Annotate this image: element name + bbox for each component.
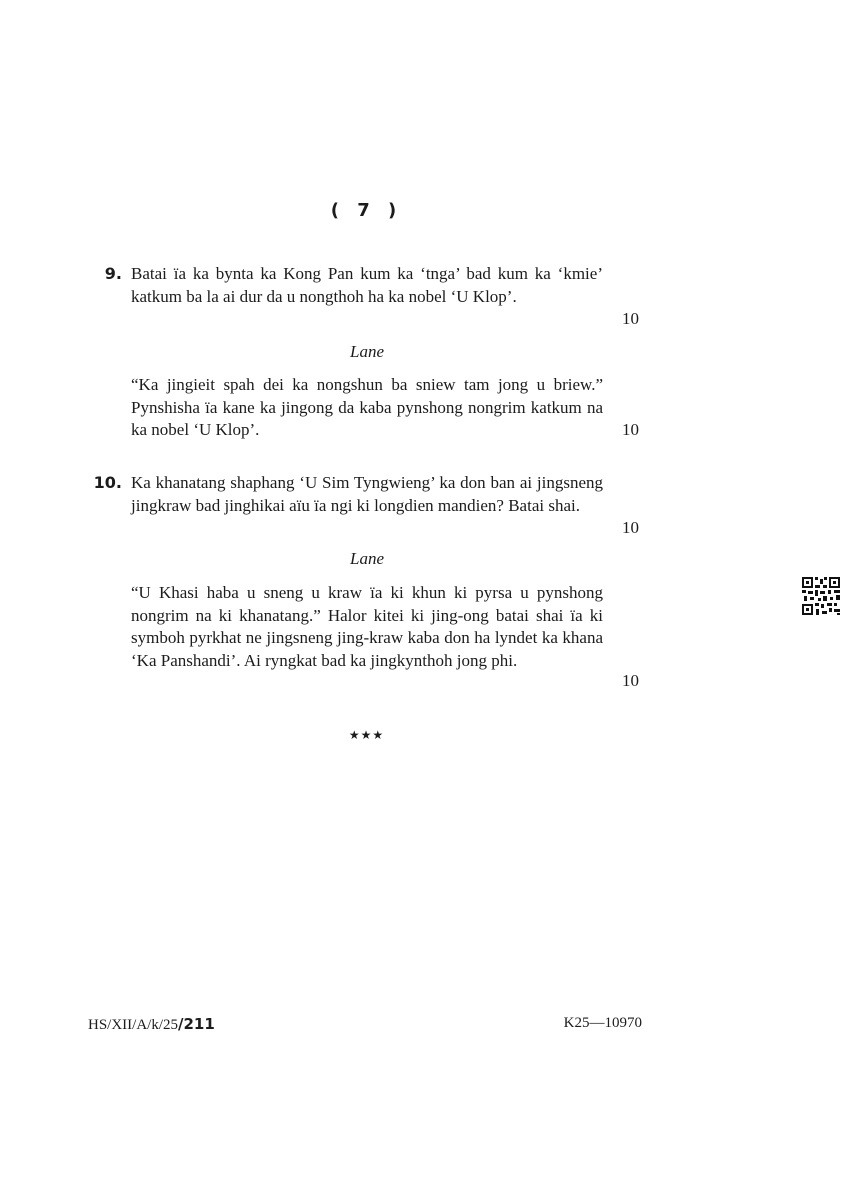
- end-marker: ★★★: [348, 728, 385, 742]
- alternative-question-text: “Ka jingieit spah dei ka nongshun ba sniew tam jong u briew.” Pynshisha ïa kane ka jingong da kaba pynshong nongrim katkum na ka nobel ‘U Klop’.: [131, 375, 603, 439]
- question-marks: 10: [622, 309, 639, 328]
- question-number: 9.: [104, 264, 122, 283]
- paper-code-prefix: HS/XII/A/k/25: [88, 1017, 178, 1033]
- paper-reference: K25—10970: [563, 1015, 642, 1031]
- paper-code: [88, 1015, 215, 1034]
- question-text: Batai ïa ka bynta ka Kong Pan kum ka ‘tnga’ bad kum ka ‘kmie’ katkum ba la ai dur da u nongthoh ha ka nobel ‘U Klop’.: [131, 264, 603, 306]
- qr-code-icon: [801, 576, 841, 616]
- question-number: 10.: [93, 473, 122, 492]
- page-number: ( 7 ): [330, 200, 403, 221]
- alternative-question-text: “U Khasi haba u sneng u kraw ïa ki khun ki pyrsa u pynshong nongrim na ki khanatang.” Halor kitei ki jing-ong batai shai ïa ki symboh pyrkhat ne jingsneng jing-kraw kaba don ha lyndet ka khana ‘Ka Panshandi’. Ai ryngkat bad ka jingkynthoh jong phi.: [131, 583, 603, 670]
- question-text: Ka khanatang shaphang ‘U Sim Tyngwieng’ ka don ban ai jingsneng jingkraw bad jinghikai aïu ïa ngi ki longdien mandien? Batai shai.: [131, 473, 603, 515]
- paper-code-suffix: /211: [178, 1015, 215, 1033]
- or-label: Lane: [350, 342, 384, 361]
- or-label: Lane: [350, 549, 384, 568]
- alternative-marks: 10: [622, 671, 639, 690]
- question-marks: 10: [622, 518, 639, 537]
- alternative-marks: 10: [622, 420, 639, 439]
